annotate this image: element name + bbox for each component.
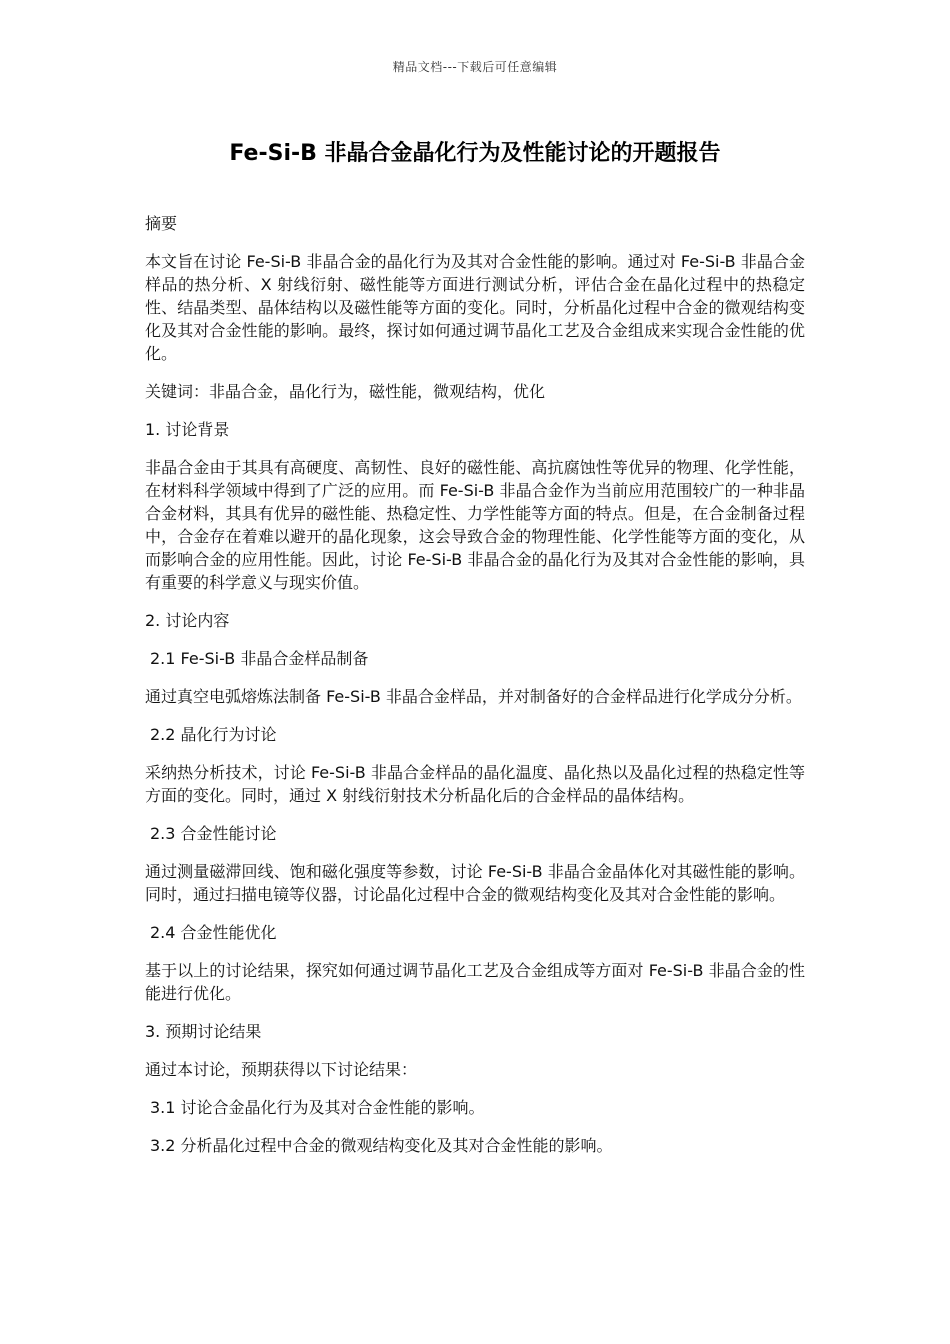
document-title: Fe-Si-B 非晶合金晶化行为及性能讨论的开题报告 — [229, 141, 721, 166]
background-text: 非晶合金由于其具有高硬度、高韧性、良好的磁性能、高抗腐蚀性等优异的物理、化学性能，在材料科学领域中得到了广泛的应用。而 Fe-Si-B 非晶合金作为当前应用范围较广的一种非晶合金材料，其具有优异的磁性能、热稳定性、力学性能等方面的特点。但是，在合金制备过程中，合金存在着难以避开的晶化现象，这会导致合金的物理性能、化学性能等方面的变化，从而影响合金的应用性能。因此，讨论 Fe-Si-B 非晶合金的晶化行为及其对合金性能的影响，具有重要的科学意义与现实价值。 — [145, 458, 805, 592]
header-note: 精品文档---下载后可任意编辑 — [392, 60, 558, 74]
abstract-text: 本文旨在讨论 Fe-Si-B 非晶合金的晶化行为及其对合金性能的影响。通过对 Fe-Si-B 非晶合金样品的热分析、X 射线衍射、磁性能等方面进行测试分析，评估合金在晶化过程中的热稳定性、结晶类型、晶体结构以及磁性能等方面的变化。同时，分析晶化过程中合金的微观结构变化及其对合金性能的影响。最终，探讨如何通过调节晶化工艺及合金组成来实现合金性能的优化。 — [145, 252, 805, 363]
optimization-text: 基于以上的讨论结果，探究如何通过调节晶化工艺及合金组成等方面对 Fe-Si-B 非晶合金的性能进行优化。 — [145, 961, 805, 1003]
section-heading-background: 1. 讨论背景 — [145, 420, 230, 439]
abstract-heading: 摘要 — [145, 214, 178, 233]
crystallization-text: 采纳热分析技术，讨论 Fe-Si-B 非晶合金样品的晶化温度、晶化热以及晶化过程的热稳定性等方面的变化。同时，通过 X 射线衍射技术分析晶化后的合金样品的晶体结构。 — [145, 763, 805, 805]
expected-results-intro: 通过本讨论，预期获得以下讨论结果： — [145, 1060, 418, 1079]
subsection-heading-crystallization: 2.2 晶化行为讨论 — [150, 725, 277, 744]
expected-result-item: 3.2 分析晶化过程中合金的微观结构变化及其对合金性能的影响。 — [150, 1136, 613, 1155]
subsection-heading-sample-prep: 2.1 Fe-Si-B 非晶合金样品制备 — [150, 649, 369, 668]
section-heading-content: 2. 讨论内容 — [145, 611, 230, 630]
section-heading-expected-results: 3. 预期讨论结果 — [145, 1022, 262, 1041]
expected-result-item: 3.1 讨论合金晶化行为及其对合金性能的影响。 — [150, 1098, 485, 1117]
performance-text: 通过测量磁滞回线、饱和磁化强度等参数，讨论 Fe-Si-B 非晶合金晶体化对其磁性能的影响。同时，通过扫描电镜等仪器，讨论晶化过程中合金的微观结构变化及其对合金性能的影响。 — [145, 862, 805, 904]
sample-prep-text: 通过真空电弧熔炼法制备 Fe-Si-B 非晶合金样品，并对制备好的合金样品进行化学成分分析。 — [145, 687, 802, 706]
subsection-heading-performance: 2.3 合金性能讨论 — [150, 824, 277, 843]
subsection-heading-optimization: 2.4 合金性能优化 — [150, 923, 277, 942]
document-body — [145, 212, 805, 1172]
keywords: 关键词：非晶合金，晶化行为，磁性能，微观结构，优化 — [145, 382, 546, 401]
